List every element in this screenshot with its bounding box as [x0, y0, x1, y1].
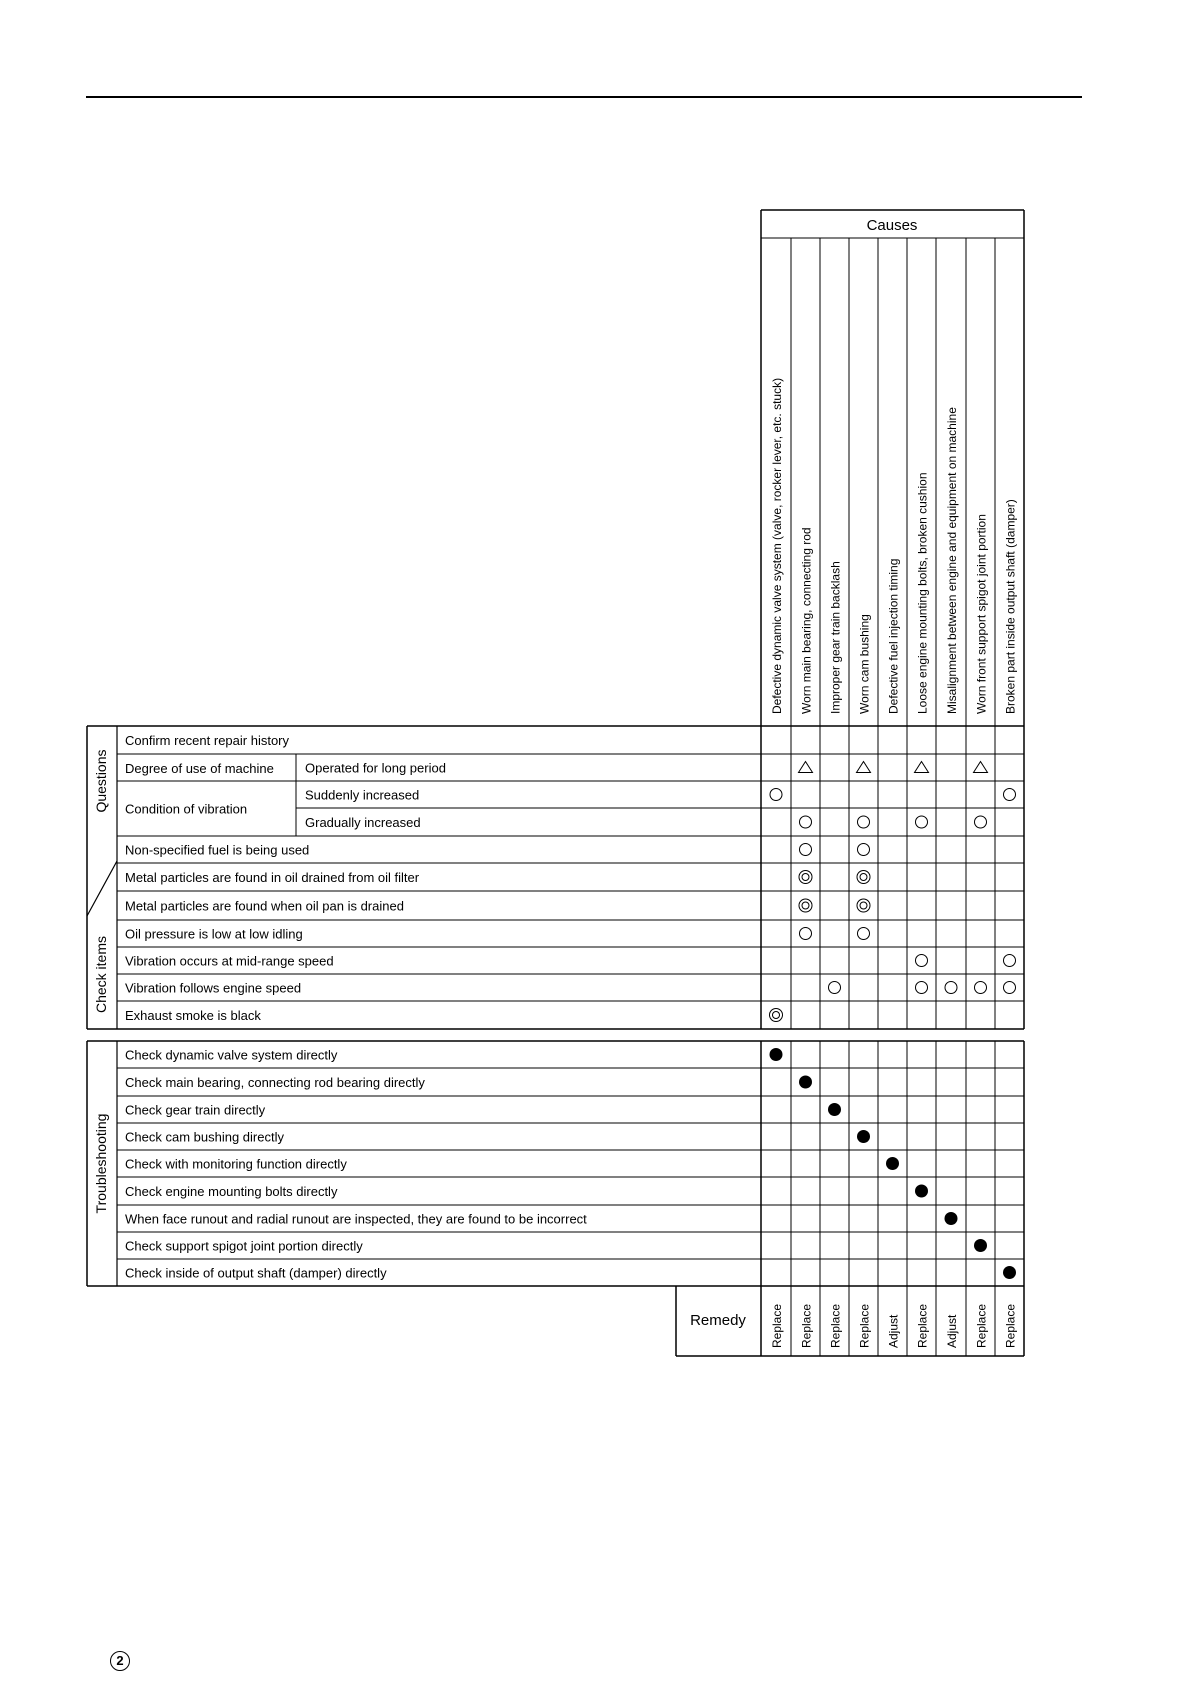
circle-mark: [858, 844, 870, 856]
section-questions-label: Questions: [93, 749, 109, 813]
circle-mark: [800, 928, 812, 940]
filled-circle-mark: [915, 1185, 928, 1198]
troubleshooting-row-label: Check support spigot joint portion directly: [125, 1238, 363, 1254]
circle-mark: [829, 982, 841, 994]
double-circle-mark-inner: [802, 902, 809, 909]
circle-mark: [1004, 955, 1016, 967]
question-row-label: Operated for long period: [305, 760, 446, 776]
triangle-mark: [915, 762, 929, 773]
remedy-value: Adjust: [886, 1314, 901, 1348]
causes-title: Causes: [866, 217, 918, 234]
cause-label: Worn main bearing, connecting rod: [799, 527, 814, 714]
troubleshooting-row-label: Check inside of output shaft (damper) directly: [125, 1265, 387, 1281]
cause-label: Loose engine mounting bolts, broken cushion: [915, 472, 930, 714]
troubleshooting-row-label: When face runout and radial runout are inspected, they are found to be incorrect: [125, 1211, 587, 1227]
cause-label: Broken part inside output shaft (damper): [1003, 499, 1018, 714]
circle-mark: [858, 816, 870, 828]
cause-label: Improper gear train backlash: [828, 561, 843, 714]
remedy-value: Replace: [915, 1303, 930, 1348]
troubleshooting-row-label: Check dynamic valve system directly: [125, 1047, 338, 1063]
triangle-mark: [857, 762, 871, 773]
remedy-value: Replace: [799, 1303, 814, 1348]
remedy-value: Adjust: [945, 1314, 959, 1348]
double-circle-mark: [857, 899, 870, 912]
filled-circle-mark: [799, 1076, 812, 1089]
question-row-label: Exhaust smoke is black: [125, 1008, 261, 1023]
triangle-mark: [974, 762, 988, 773]
cause-label: Worn cam bushing: [857, 614, 872, 714]
section-troubleshooting-label: Troubleshooting: [93, 1113, 109, 1214]
circle-mark: [1004, 789, 1016, 801]
question-row-label: Confirm recent repair history: [125, 733, 289, 748]
double-circle-mark: [799, 871, 812, 884]
troubleshooting-row-label: Check engine mounting bolts directly: [125, 1184, 338, 1199]
question-row-label: Gradually increased: [305, 815, 421, 830]
remedy-value: Replace: [828, 1303, 843, 1348]
filled-circle-mark: [770, 1048, 783, 1061]
question-row-label: Vibration occurs at mid-range speed: [125, 953, 334, 969]
troubleshooting-row-label: Check gear train directly: [125, 1102, 266, 1118]
circle-mark: [800, 816, 812, 828]
remedy-value: Replace: [974, 1303, 989, 1348]
section-diagonal: [87, 861, 117, 916]
group-degree-of-use: Degree of use of machine: [125, 761, 274, 776]
filled-circle-mark: [828, 1103, 841, 1116]
circle-mark: [975, 982, 987, 994]
circle-mark: [1004, 982, 1016, 994]
double-circle-mark-inner: [773, 1012, 780, 1019]
circle-mark: [916, 982, 928, 994]
double-circle-mark: [799, 899, 812, 912]
section-check-items-label: Check items: [93, 935, 109, 1014]
circle-mark: [945, 982, 957, 994]
circle-mark: [916, 955, 928, 967]
group-condition-of-vibration: Condition of vibration: [125, 801, 248, 817]
question-row-label: Non-specified fuel is being used: [125, 842, 310, 858]
double-circle-mark-inner: [860, 874, 867, 881]
filled-circle-mark: [945, 1212, 958, 1225]
question-row-label: Metal particles are found when oil pan is drained: [125, 898, 404, 914]
circle-mark: [975, 816, 987, 828]
page-number: 2: [110, 1651, 130, 1671]
filled-circle-mark: [857, 1130, 870, 1143]
circle-mark: [916, 816, 928, 828]
double-circle-mark-inner: [860, 902, 867, 909]
filled-circle-mark: [1003, 1266, 1016, 1279]
troubleshooting-row-label: Check with monitoring function directly: [125, 1156, 347, 1172]
remedy-label: Remedy: [690, 1312, 746, 1329]
question-row-label: Oil pressure is low at low idling: [125, 926, 303, 942]
double-circle-mark: [857, 871, 870, 884]
filled-circle-mark: [886, 1157, 899, 1170]
circle-mark: [858, 928, 870, 940]
question-row-label: Metal particles are found in oil drained from oil filter: [125, 870, 420, 885]
remedy-value: Replace: [1003, 1303, 1018, 1348]
circle-mark: [770, 789, 782, 801]
filled-circle-mark: [974, 1239, 987, 1252]
question-row-label: Suddenly increased: [305, 787, 420, 803]
cause-label: Misalignment between engine and equipment on machine: [945, 407, 959, 714]
question-row-label: Vibration follows engine speed: [125, 980, 302, 996]
troubleshooting-row-label: Check cam bushing directly: [125, 1129, 284, 1145]
cause-label: Defective fuel injection timing: [886, 558, 901, 714]
circle-mark: [800, 844, 812, 856]
double-circle-mark-inner: [802, 874, 809, 881]
troubleshooting-row-label: Check main bearing, connecting rod bearing directly: [125, 1075, 425, 1090]
remedy-value: Replace: [770, 1303, 784, 1348]
cause-label: Worn front support spigot joint portion: [974, 514, 989, 714]
double-circle-mark: [770, 1009, 783, 1022]
remedy-value: Replace: [857, 1303, 872, 1348]
triangle-mark: [799, 762, 813, 773]
cause-label: Defective dynamic valve system (valve, rocker lever, etc. stuck): [770, 377, 784, 714]
